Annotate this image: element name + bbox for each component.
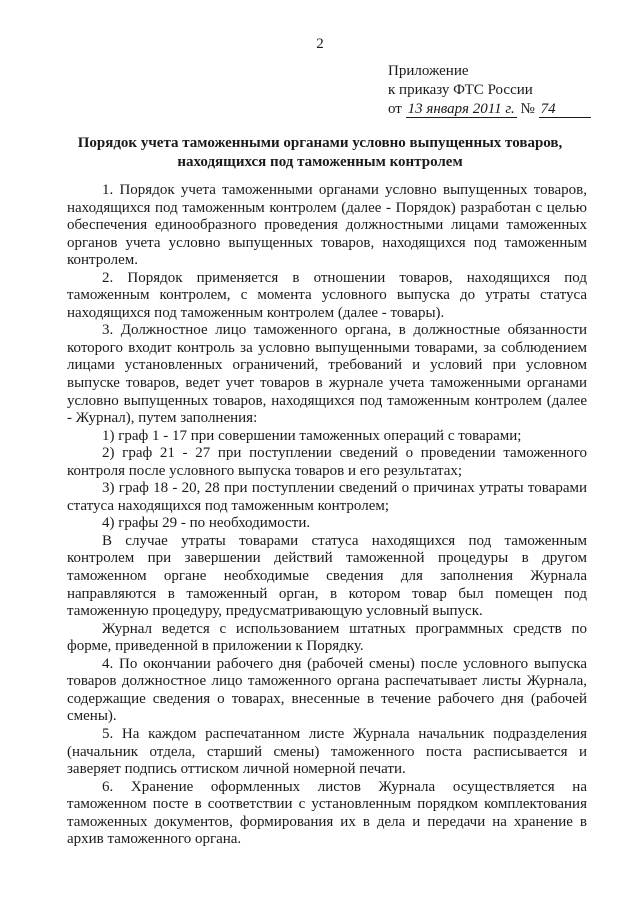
list-item-3: 3) граф 18 - 20, 28 при поступлении сведений о причинах утраты товарами статуса находящихся под таможенным контролем; [67,480,587,514]
list-item-4: 4) графы 29 - по необходимости. [102,515,311,532]
appendix-date-prefix: от [388,101,402,117]
document-title: Порядок учета таможенными органами условно выпущенных товаров, находящихся под таможенным контролем [77,135,563,170]
appendix-number-value: 74 [539,101,591,118]
paragraph-3: 3. Должностное лицо таможенного органа, в должностные обязанности которого входит контроль за условно выпущенными товарами, за соблюдением лицами установленных ограничений, требований и условий при условном выпуске товаров, ведет учет товаров в журнале учета таможенными органами условно выпущенных товаров, находящихся под таможенным контролем (далее - Журнал), путем заполнения: [67,322,587,427]
appendix-label: Приложение [388,63,469,79]
list-item-1: 1) граф 1 - 17 при совершении таможенных операций с товарами; [102,427,522,444]
appendix-number-sign: № [520,101,535,117]
appendix-date-line [388,100,591,119]
appendix-order-ref: к приказу ФТС России [388,82,533,98]
appendix-block [388,62,591,119]
page-number: 2 [316,36,324,52]
paragraph-4: 4. По окончании рабочего дня (рабочей смены) после условного выпуска товаров должностное лицо таможенного органа распечатывает листы Журнала, содержащие сведения о товарах, внесенные в течение рабочего дня (рабочей смены). [67,655,587,725]
appendix-date-value: 13 января 2011 г. [407,101,515,117]
list-item-2: 2) граф 21 - 27 при поступлении сведений о проведении таможенного контроля после условного выпуска товаров и его результатах; [67,445,587,479]
paragraph-6: 6. Хранение оформленных листов Журнала осуществляется на таможенном посте в соответствии с установленным порядком комплектования таможенных документов, формирования их в дела и передачи на хранение в архив таможенного органа. [67,778,587,848]
document-body [67,182,587,849]
paragraph-transfer: В случае утраты товарами статуса находящихся под таможенным контролем при завершении действий таможенной процедуры в другом таможенном органе необходимые сведения для заполнения Журнала направляются в таможенный орган, в котором товар был помещен под таможенную процедуру, предусматривающую условный выпуск. [67,532,587,620]
paragraph-1: 1. Порядок учета таможенными органами условно выпущенных товаров, находящихся под таможенным контролем (далее - Порядок) разработан с целью обеспечения единообразного проведения должностными лицами таможенных органов учета условно выпущенных товаров, находящихся под таможенным контролем. [67,182,587,269]
paragraph-5: 5. На каждом распечатанном листе Журнала начальник подразделения (начальник отдела, старший смены) таможенного поста расписывается и заверяет подпись оттиском личной номерной печати. [67,725,587,778]
paragraph-journal-form: Журнал ведется с использованием штатных программных средств по форме, приведенной в приложении к Порядку. [67,620,587,655]
paragraph-2: 2. Порядок применяется в отношении товаров, находящихся под таможенным контролем, с момента условного выпуска до утраты статуса находящихся под таможенным контролем (далее - товары). [67,269,587,321]
